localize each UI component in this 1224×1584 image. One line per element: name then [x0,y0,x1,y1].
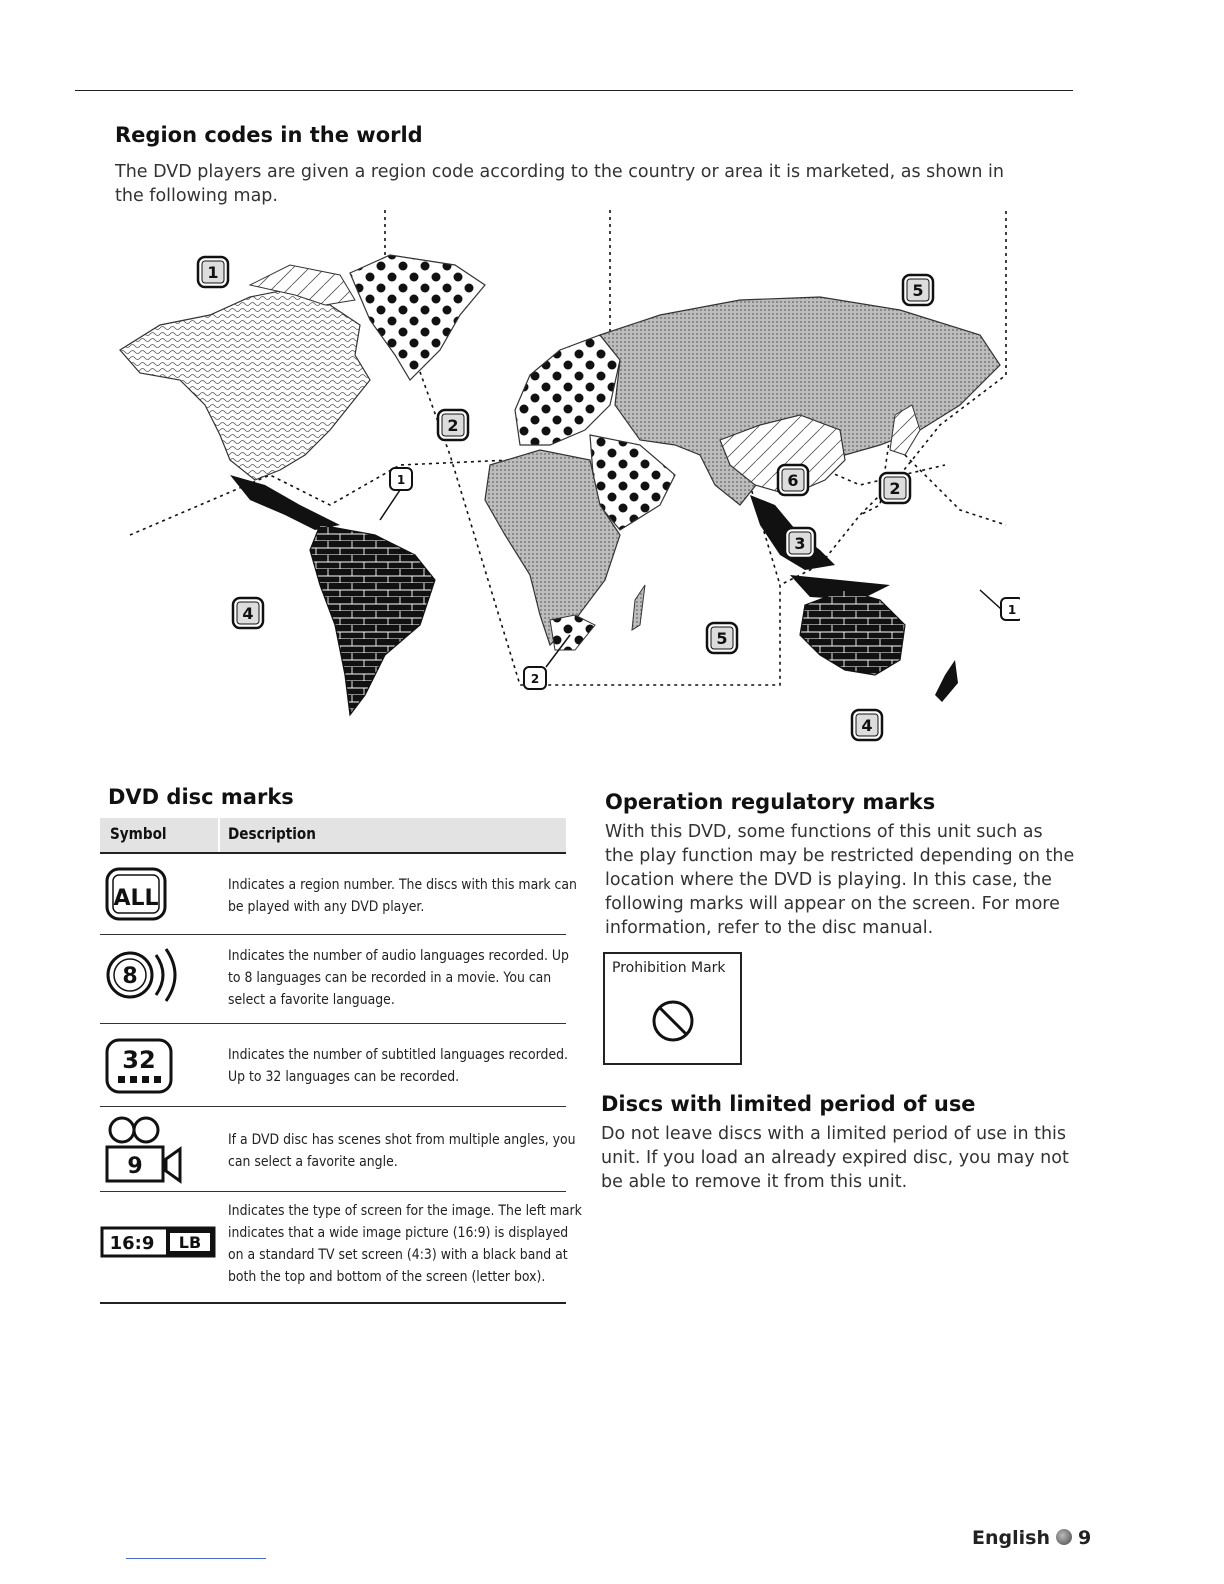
top-rule [75,90,1073,91]
table-row [100,935,569,1024]
region-label-2-japan [880,473,910,503]
region-label-5-russia [903,275,933,305]
region-label-2-south-africa [524,667,546,689]
page-number: 9 [1077,1527,1092,1549]
row-description-line: select a favorite language. [228,992,395,1008]
region-codes-title: Region codes in the world [115,123,423,147]
limited-period-discs-title: Discs with limited period of use [601,1092,976,1116]
prohibition-icon [650,998,696,1044]
row-description-line: on a standard TV set screen (4:3) with a black band at [228,1247,568,1263]
table-row [100,854,577,935]
audio-languages-icon [100,935,220,1023]
region-codes-description: The DVD players are given a region code according to the country or area it is marketed, as shown in the following map. [115,162,1004,206]
svg-text:5: 5 [912,281,924,300]
footer-language: English [972,1527,1050,1549]
south-america-region-4 [310,525,435,715]
europe-region-2 [515,335,620,445]
south-africa-region-2 [550,615,595,650]
footer-link-line [126,1558,266,1559]
subtitle-languages-icon [100,1024,220,1106]
region-label-4-oceania [852,710,882,740]
row-description-line: Indicates the number of subtitled languages recorded. [228,1047,569,1063]
row-description-line: be played with any DVD player. [228,899,425,915]
multi-angle-icon [100,1107,220,1191]
prohibition-mark-label: Prohibition Mark [612,960,726,976]
prohibition-mark-box [603,952,742,1065]
region-label-6-china [778,465,808,495]
greenland-region-2 [350,255,485,380]
svg-text:6: 6 [787,471,799,490]
page-footer [972,1527,1091,1549]
north-america-region-1 [120,287,370,480]
table-row [100,1024,569,1107]
svg-text:16:9: 16:9 [109,1233,155,1254]
svg-text:5: 5 [716,629,728,648]
table-header [100,818,566,854]
svg-text:32: 32 [122,1046,156,1074]
region-all-icon [100,854,220,934]
svg-text:9: 9 [127,1154,143,1179]
row-description-line: both the top and bottom of the screen (letter box). [228,1269,546,1285]
row-description-line: Indicates a region number. The discs with this mark can [228,877,577,893]
dvd-marks-table [100,818,582,1304]
region-label-1-north-america [198,257,228,287]
description-column-header: Description [228,824,316,843]
region-label-4-south-america [233,598,263,628]
region-label-1-pacific [1001,598,1020,620]
region-world-map [100,205,1020,750]
row-description-line: can select a favorite angle. [228,1154,398,1170]
svg-text:2: 2 [530,672,540,686]
symbol-column-header: Symbol [110,824,167,843]
region-label-5-africa [707,623,737,653]
row-description-line: indicates that a wide image picture (16:9) is displayed [228,1225,569,1241]
row-description-line: to 8 languages can be recorded in a movie. You can [228,970,552,986]
svg-text:2: 2 [889,479,901,498]
new-zealand-region-4 [935,660,958,702]
svg-text:ALL: ALL [113,886,159,911]
table-row [100,1107,576,1192]
svg-text:2: 2 [447,416,459,435]
madagascar [632,585,645,630]
row-description-line: Indicates the number of audio languages recorded. Up [228,948,569,964]
label-pointer-lines [380,490,1001,667]
screen-ratio-icon [100,1192,220,1302]
svg-text:1: 1 [207,263,219,282]
limited-period-discs-description: Do not leave discs with a limited period of use in this unit. If you load an already expired disc, you may not be able to remove it from this unit. [601,1124,1069,1192]
operation-marks-description: With this DVD, some functions of this unit such as the play function may be restricted depending on the location where the DVD is playing. In this case, the following marks will appear on the screen. For more information, refer to the disc manual. [605,822,1075,938]
row-description-line: If a DVD disc has scenes shot from multiple angles, you [228,1132,576,1148]
region-label-1-atlantic [390,468,412,490]
svg-text:8: 8 [122,964,138,989]
svg-text:4: 4 [242,604,254,623]
operation-marks-title: Operation regulatory marks [605,790,936,814]
bullet-icon [1056,1529,1072,1545]
svg-text:3: 3 [794,534,806,553]
row-description-line: Indicates the type of screen for the image. The left mark [228,1203,582,1219]
table-row [100,1192,582,1304]
svg-text:1: 1 [1007,603,1017,617]
row-description-line: Up to 32 languages can be recorded. [228,1069,460,1085]
region-label-2-greenland [438,410,468,440]
australia-region-4 [800,590,905,675]
svg-text:LB: LB [178,1233,202,1252]
svg-text:1: 1 [396,473,406,487]
region-label-3-southeast-asia [785,528,815,558]
dvd-disc-marks-title: DVD disc marks [108,785,294,809]
svg-text:4: 4 [861,716,873,735]
